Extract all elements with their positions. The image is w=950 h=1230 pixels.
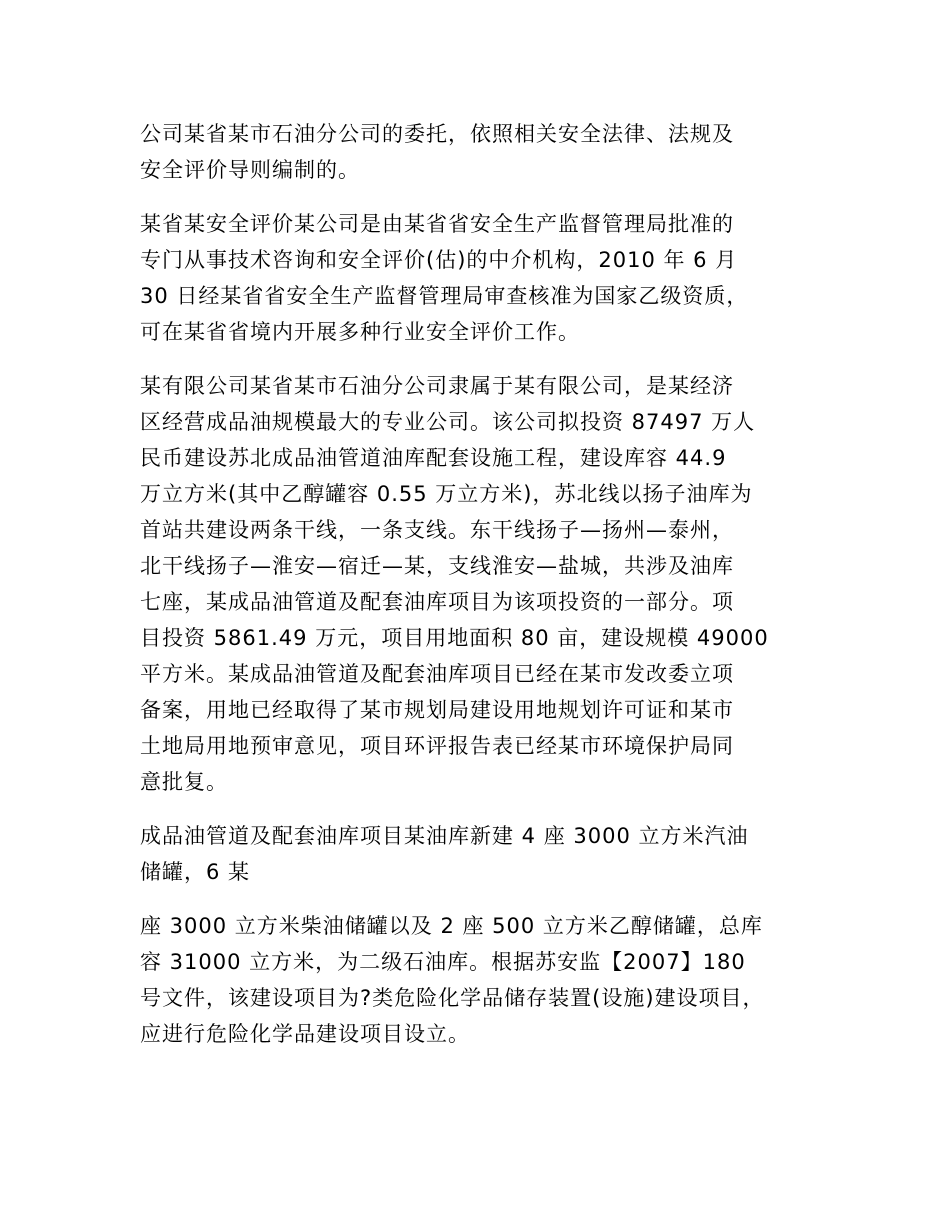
paragraph-4 bbox=[140, 818, 840, 890]
text-line: 座 3000 立方米柴油储罐以及 2 座 500 立方米乙醇储罐，总库 bbox=[140, 914, 763, 938]
text-line: 意批复。 bbox=[140, 770, 228, 794]
text-line: 专门从事技术咨询和安全评价(估)的中介机构，2010 年 6 月 bbox=[140, 248, 738, 272]
text-line: 万立方米(其中乙醇罐容 0.55 万立方米)，苏北线以扬子油库为 bbox=[140, 482, 753, 506]
text-line: 备案，用地已经取得了某市规划局建设用地规划许可证和某市 bbox=[140, 698, 734, 722]
text-line: 首站共建设两条干线，一条支线。东干线扬子—扬州—泰州， bbox=[140, 518, 734, 542]
text-line: 公司某省某市石油分公司的委托，依照相关安全法律、法规及 bbox=[140, 122, 734, 146]
text-line: 容 31000 立方米，为二级石油库。根据苏安监【2007】180 bbox=[140, 950, 746, 974]
text-line: 30 日经某省省安全生产监督管理局审查核准为国家乙级资质， bbox=[140, 284, 749, 308]
text-line: 储罐，6 某 bbox=[140, 860, 251, 884]
text-line: 号文件，该建设项目为?类危险化学品储存装置(设施)建设项目， bbox=[140, 986, 765, 1010]
paragraph-3 bbox=[140, 368, 840, 800]
text-line: 某有限公司某省某市石油分公司隶属于某有限公司，是某经济 bbox=[140, 374, 734, 398]
text-line: 安全评价导则编制的。 bbox=[140, 158, 360, 182]
paragraph-1 bbox=[140, 116, 840, 188]
paragraph-5 bbox=[140, 908, 840, 1052]
text-line: 区经营成品油规模最大的专业公司。该公司拟投资 87497 万人 bbox=[140, 410, 756, 434]
text-line: 可在某省省境内开展多种行业安全评价工作。 bbox=[140, 320, 580, 344]
text-line: 目投资 5861.49 万元，项目用地面积 80 亩，建设规模 49000 bbox=[140, 626, 769, 650]
text-line: 土地局用地预审意见，项目环评报告表已经某市环境保护局同 bbox=[140, 734, 734, 758]
paragraph-2 bbox=[140, 206, 840, 350]
text-line: 成品油管道及配套油库项目某油库新建 4 座 3000 立方米汽油 bbox=[140, 824, 749, 848]
text-line: 应进行危险化学品建设项目设立。 bbox=[140, 1022, 470, 1046]
text-line: 民币建设苏北成品油管道油库配套设施工程，建设库容 44.9 bbox=[140, 446, 727, 470]
text-line: 平方米。某成品油管道及配套油库项目已经在某市发改委立项 bbox=[140, 662, 734, 686]
text-line: 某省某安全评价某公司是由某省省安全生产监督管理局批准的 bbox=[140, 212, 734, 236]
text-line: 七座，某成品油管道及配套油库项目为该项投资的一部分。项 bbox=[140, 590, 734, 614]
text-line: 北干线扬子—淮安—宿迁—某，支线淮安—盐城，共涉及油库 bbox=[140, 554, 734, 578]
